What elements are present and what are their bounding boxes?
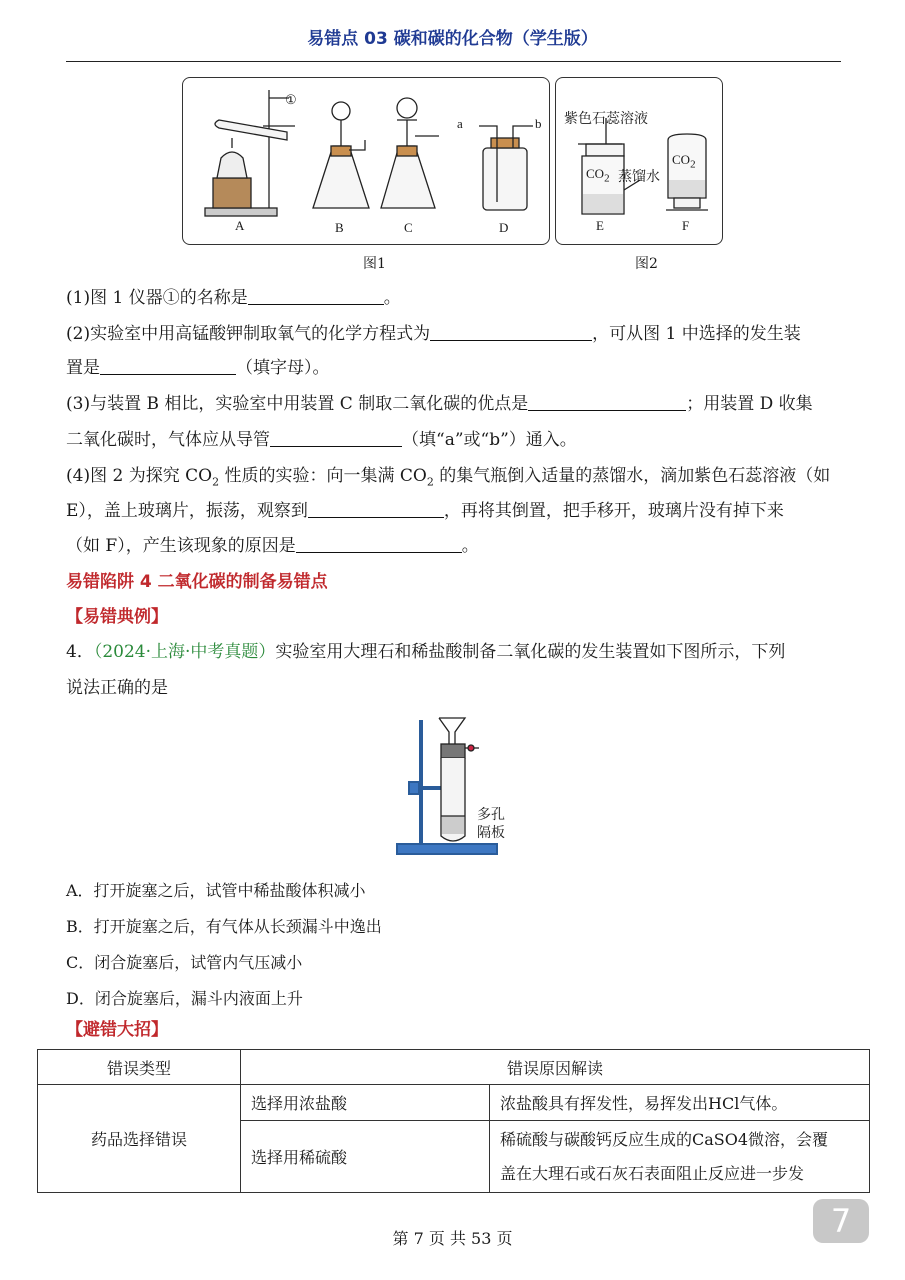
- example-question-line-2: 说法正确的是: [66, 678, 168, 698]
- co2-f-text: CO: [672, 152, 691, 167]
- label-e: E: [596, 218, 604, 233]
- q1-text: (1)图 1 仪器①的名称是: [66, 288, 248, 308]
- table-row: [38, 1085, 870, 1121]
- distilled-water-label: 蒸馏水: [618, 170, 660, 185]
- error-table: [37, 1049, 870, 1193]
- header-divider: [66, 61, 841, 62]
- co2-f-sub: 2: [690, 158, 696, 171]
- q4-observe-blank[interactable]: [308, 501, 444, 518]
- porous-plate-label-2: 隔板: [477, 825, 505, 841]
- q2-device-blank[interactable]: [100, 358, 236, 375]
- page-footer: 第 7 页 共 53 页: [392, 1229, 513, 1248]
- reason-cell-2: [490, 1121, 870, 1193]
- question-2-line-2: [66, 358, 330, 378]
- q4-sub-2: 2: [426, 475, 434, 489]
- table-header-row: [38, 1050, 870, 1085]
- q2-line1: (2)实验室中用高锰酸钾制取氧气的化学方程式为: [66, 324, 431, 344]
- co2-e-sub: 2: [604, 172, 610, 185]
- q4-sub-1: 2: [212, 475, 220, 489]
- example-text-1: 实验室用大理石和稀盐酸制备二氧化碳的发生装置如下图所示，下列: [275, 642, 786, 662]
- question-2-line-1: [66, 324, 801, 344]
- example-question-line-1: [66, 642, 785, 662]
- option-c[interactable]: C．闭合旋塞后，试管内气压减小: [66, 953, 303, 972]
- port-b-label: b: [535, 116, 542, 131]
- option-a[interactable]: A．打开旋塞之后，试管中稀盐酸体积减小: [66, 881, 366, 900]
- option-b[interactable]: B．打开旋塞之后，有气体从长颈漏斗中逸出: [66, 917, 382, 936]
- choice-cell-1: 选择用浓盐酸: [241, 1085, 490, 1121]
- question-4-line-1: [66, 466, 830, 492]
- q2-line2-end: （填字母）。: [236, 358, 330, 378]
- co2-label-e: [586, 166, 610, 185]
- co2-label-f: [672, 152, 696, 171]
- q4-line1-c: 的集气瓶倒入适量的蒸馏水，滴加紫色石蕊溶液（如: [433, 466, 831, 486]
- option-d[interactable]: D．闭合旋塞后，漏斗内液面上升: [66, 989, 303, 1008]
- category-cell: 药品选择错误: [38, 1085, 241, 1193]
- header-error-type: 错误类型: [38, 1050, 241, 1085]
- label-b: B: [335, 220, 344, 235]
- q3-advantage-blank[interactable]: [528, 394, 686, 411]
- label-f: F: [682, 218, 690, 233]
- q3-line1-mid: ；用装置 D 收集: [686, 394, 813, 414]
- reason-cell-2-line-1: 稀硫酸与碳酸钙反应生成的CaSO4微溶，会覆: [500, 1129, 829, 1149]
- q4-line3-end: 。: [461, 536, 479, 556]
- q2-line1-mid: ，可从图 1 中选择的发生装: [592, 324, 801, 344]
- example-heading: 【易错典例】: [66, 607, 168, 627]
- co2-generator-drawing: [395, 712, 525, 860]
- example-number: 4．: [66, 642, 94, 662]
- co2-generator-figure: [395, 712, 525, 860]
- porous-plate-label-1: 多孔: [477, 807, 505, 823]
- header-error-reason: 错误原因解读: [241, 1050, 870, 1085]
- question-3-line-2: [66, 430, 577, 450]
- q3-line2-end: （填“a”或“b”）通入。: [402, 430, 577, 450]
- q4-line1-b: 性质的实验：向一集满 CO: [219, 466, 427, 486]
- page-number-badge: 7: [813, 1199, 869, 1243]
- q4-line2-a: E），盖上玻璃片，振荡，观察到: [66, 501, 308, 521]
- litmus-label: 紫色石蕊溶液: [564, 112, 648, 127]
- question-4-line-3: [66, 536, 479, 556]
- label-d: D: [499, 220, 509, 235]
- q2-equation-blank[interactable]: [430, 324, 592, 341]
- q2-line2-a: 置是: [66, 358, 100, 378]
- question-1: [66, 288, 401, 308]
- section-title: 易错陷阱 4 二氧化碳的制备易错点: [66, 572, 328, 592]
- q4-reason-blank[interactable]: [296, 536, 462, 553]
- marker-1: ①: [285, 92, 297, 107]
- q3-line2-a: 二氧化碳时，气体应从导管: [66, 430, 270, 450]
- q3-line1: (3)与装置 B 相比，实验室中用装置 C 制取二氧化碳的优点是: [66, 394, 529, 414]
- figure-2-co2-experiment: [555, 77, 723, 245]
- figure-1-apparatus: [182, 77, 550, 245]
- label-a: A: [235, 218, 245, 233]
- figure-2-drawing: [556, 78, 722, 244]
- q3-port-blank[interactable]: [270, 430, 402, 447]
- avoid-heading: 【避错大招】: [66, 1020, 168, 1040]
- reason-cell-1: 浓盐酸具有挥发性，易挥发出HCl气体。: [490, 1085, 870, 1121]
- q4-line3-a: （如 F），产生该现象的原因是: [66, 536, 296, 556]
- reason-cell-2-line-2: 盖在大理石或石灰石表面阻止反应进一步发: [500, 1163, 805, 1183]
- q4-line1-a: (4)图 2 为探究 CO: [66, 466, 213, 486]
- co2-e-text: CO: [586, 166, 605, 181]
- q1-end: 。: [383, 288, 401, 308]
- label-c: C: [404, 220, 413, 235]
- question-4-line-2: [66, 501, 784, 521]
- page-header-title: 易错点 03 碳和碳的化合物（学生版）: [307, 29, 598, 49]
- question-3-line-1: [66, 394, 813, 414]
- figure-1-caption: 图1: [363, 256, 386, 272]
- example-source: （2024·上海·中考真题）: [93, 642, 276, 662]
- port-a-label: a: [457, 116, 463, 131]
- q1-answer-blank[interactable]: [248, 288, 384, 305]
- choice-cell-2: 选择用稀硫酸: [241, 1121, 490, 1193]
- q4-line2-mid: ，再将其倒置，把手移开，玻璃片没有掉下来: [443, 501, 784, 521]
- figure-2-caption: 图2: [635, 256, 658, 272]
